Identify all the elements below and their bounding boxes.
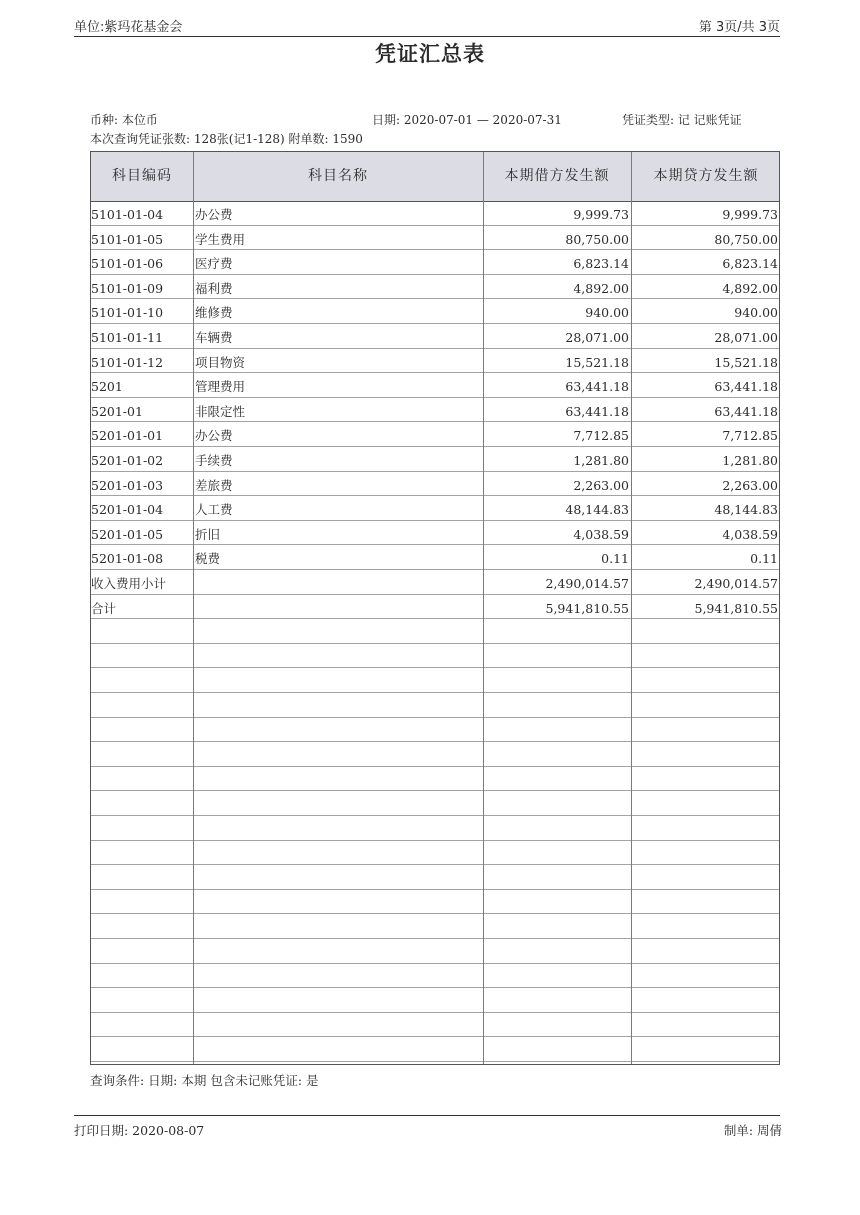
table-row (91, 619, 779, 644)
cell-name: 税费 (195, 551, 221, 567)
col-header-code: 科目编码 (112, 168, 172, 184)
query-count-label: 本次查询凭证张数: 128张(记1-128) 附单数: 1590 (90, 132, 363, 146)
column-divider (483, 152, 484, 1064)
cell-name: 管理费用 (195, 379, 246, 395)
table-row (91, 447, 779, 472)
table-row (91, 496, 779, 521)
cell-credit: 940.00 (734, 305, 778, 321)
cell-credit: 2,263.00 (722, 477, 778, 493)
cell-code: 5201-01 (91, 403, 143, 419)
cell-code: 5201-01-02 (91, 453, 164, 468)
cell-code: 5201-01-03 (91, 477, 164, 493)
table-row (91, 422, 779, 447)
cell-credit: 63,441.18 (714, 403, 778, 419)
cell-debit: 80,750.00 (565, 231, 629, 247)
footer-divider (74, 1115, 780, 1116)
cell-credit: 2,490,014.57 (694, 576, 778, 591)
table-row (91, 299, 779, 324)
cell-debit: 6,823.14 (573, 256, 629, 272)
table-row (91, 964, 779, 989)
column-divider (193, 152, 194, 1064)
cell-credit: 4,892.00 (722, 280, 778, 296)
cell-name: 维修费 (195, 305, 233, 321)
cell-debit: 0.11 (601, 551, 629, 567)
unit-label: 单位:紫玛花基金会 (74, 20, 183, 35)
cell-code: 5101-01-09 (91, 280, 164, 296)
table-row (91, 275, 779, 300)
cell-name (195, 570, 480, 594)
col-header-name: 科目名称 (308, 168, 368, 184)
cell-name: 办公费 (195, 428, 233, 444)
cell-debit: 28,071.00 (565, 330, 629, 345)
table-row (91, 865, 779, 890)
cell-name: 车辆费 (195, 330, 233, 345)
table-row (91, 570, 779, 595)
query-condition: 查询条件: 日期: 本期 包含未记账凭证: 是 (90, 1073, 319, 1088)
table-row (91, 841, 779, 866)
cell-credit: 48,144.83 (714, 502, 778, 518)
page-header (74, 10, 780, 37)
cell-debit: 63,441.18 (565, 403, 629, 419)
table-row (91, 693, 779, 718)
cell-debit: 5,941,810.55 (545, 600, 629, 616)
table-row (91, 742, 779, 767)
cell-credit: 4,038.59 (722, 526, 778, 542)
cell-debit: 48,144.83 (565, 502, 629, 518)
cell-credit: 7,712.85 (722, 428, 778, 444)
cell-code: 5101-01-10 (91, 305, 164, 321)
table-row (91, 398, 779, 423)
cell-code: 5101-01-04 (91, 207, 164, 222)
table-row (91, 816, 779, 841)
cell-credit: 5,941,810.55 (694, 600, 778, 616)
cell-credit: 63,441.18 (714, 379, 778, 395)
cell-code: 5101-01-05 (91, 231, 164, 247)
cell-name: 学生费用 (195, 231, 246, 247)
cell-debit: 4,892.00 (573, 280, 629, 296)
print-date: 打印日期: 2020-08-07 (74, 1123, 205, 1138)
cell-code: 合计 (91, 600, 117, 616)
table-row (91, 1037, 779, 1062)
column-divider (631, 152, 632, 1064)
table-row (91, 324, 779, 349)
table-row (91, 595, 779, 620)
maker-label: 制单: 周倩 (723, 1123, 782, 1138)
document-title: 凭证汇总表 (375, 42, 485, 66)
cell-debit: 63,441.18 (565, 379, 629, 395)
table-header (91, 152, 779, 202)
table-row (91, 521, 779, 546)
cell-code: 5201-01-05 (91, 526, 164, 542)
cell-debit: 9,999.73 (573, 207, 629, 222)
cell-code: 5201-01-04 (91, 502, 164, 518)
cell-code: 5101-01-06 (91, 256, 164, 272)
cell-name: 福利费 (195, 280, 233, 296)
table-row (91, 201, 779, 226)
cell-credit: 0.11 (750, 551, 778, 567)
cell-credit: 6,823.14 (722, 256, 778, 272)
cell-debit: 2,490,014.57 (545, 576, 629, 591)
table-row (91, 890, 779, 915)
cell-code: 收入费用小计 (91, 576, 167, 591)
cell-code: 5101-01-11 (91, 330, 164, 345)
table-row (91, 718, 779, 743)
cell-debit: 7,712.85 (573, 428, 629, 444)
voucher-summary-table (90, 151, 780, 1065)
table-row (91, 767, 779, 792)
cell-debit: 15,521.18 (565, 354, 629, 370)
table-row (91, 349, 779, 374)
table-row (91, 545, 779, 570)
table-row (91, 373, 779, 398)
cell-name (195, 595, 480, 619)
cell-credit: 15,521.18 (714, 354, 778, 370)
cell-code: 5101-01-12 (91, 354, 164, 370)
table-row (91, 1013, 779, 1038)
cell-credit: 9,999.73 (722, 207, 778, 222)
cell-credit: 1,281.80 (722, 453, 778, 468)
table-row (91, 226, 779, 251)
col-header-debit: 本期借方发生额 (504, 168, 610, 184)
cell-name: 非限定性 (195, 403, 246, 419)
table-row (91, 988, 779, 1013)
cell-code: 5201-01-08 (91, 551, 164, 567)
cell-name: 手续费 (195, 453, 233, 468)
cell-debit: 940.00 (585, 305, 629, 321)
cell-debit: 2,263.00 (573, 477, 629, 493)
cell-name: 人工费 (195, 502, 233, 518)
cell-debit: 4,038.59 (573, 526, 629, 542)
col-header-credit: 本期贷方发生额 (653, 168, 759, 184)
table-row (91, 644, 779, 669)
cell-name: 折旧 (195, 526, 221, 542)
cell-code: 5201 (91, 379, 123, 395)
table-row (91, 472, 779, 497)
currency-label: 币种: 本位币 (90, 113, 158, 127)
voucher-type-label: 凭证类型: 记 记账凭证 (622, 113, 742, 127)
cell-name: 项目物资 (195, 354, 246, 370)
table-row (91, 668, 779, 693)
cell-name: 差旅费 (195, 477, 233, 493)
cell-name: 医疗费 (195, 256, 233, 272)
table-row (91, 250, 779, 275)
table-row (91, 914, 779, 939)
page-indicator: 第 3页/共 3页 (698, 20, 780, 35)
table-row (91, 939, 779, 964)
cell-credit: 28,071.00 (714, 330, 778, 345)
cell-debit: 1,281.80 (573, 453, 629, 468)
table-row (91, 791, 779, 816)
cell-code: 5201-01-01 (91, 428, 164, 444)
cell-credit: 80,750.00 (714, 231, 778, 247)
date-range-label: 日期: 2020-07-01 — 2020-07-31 (372, 113, 562, 127)
cell-name: 办公费 (195, 207, 233, 222)
